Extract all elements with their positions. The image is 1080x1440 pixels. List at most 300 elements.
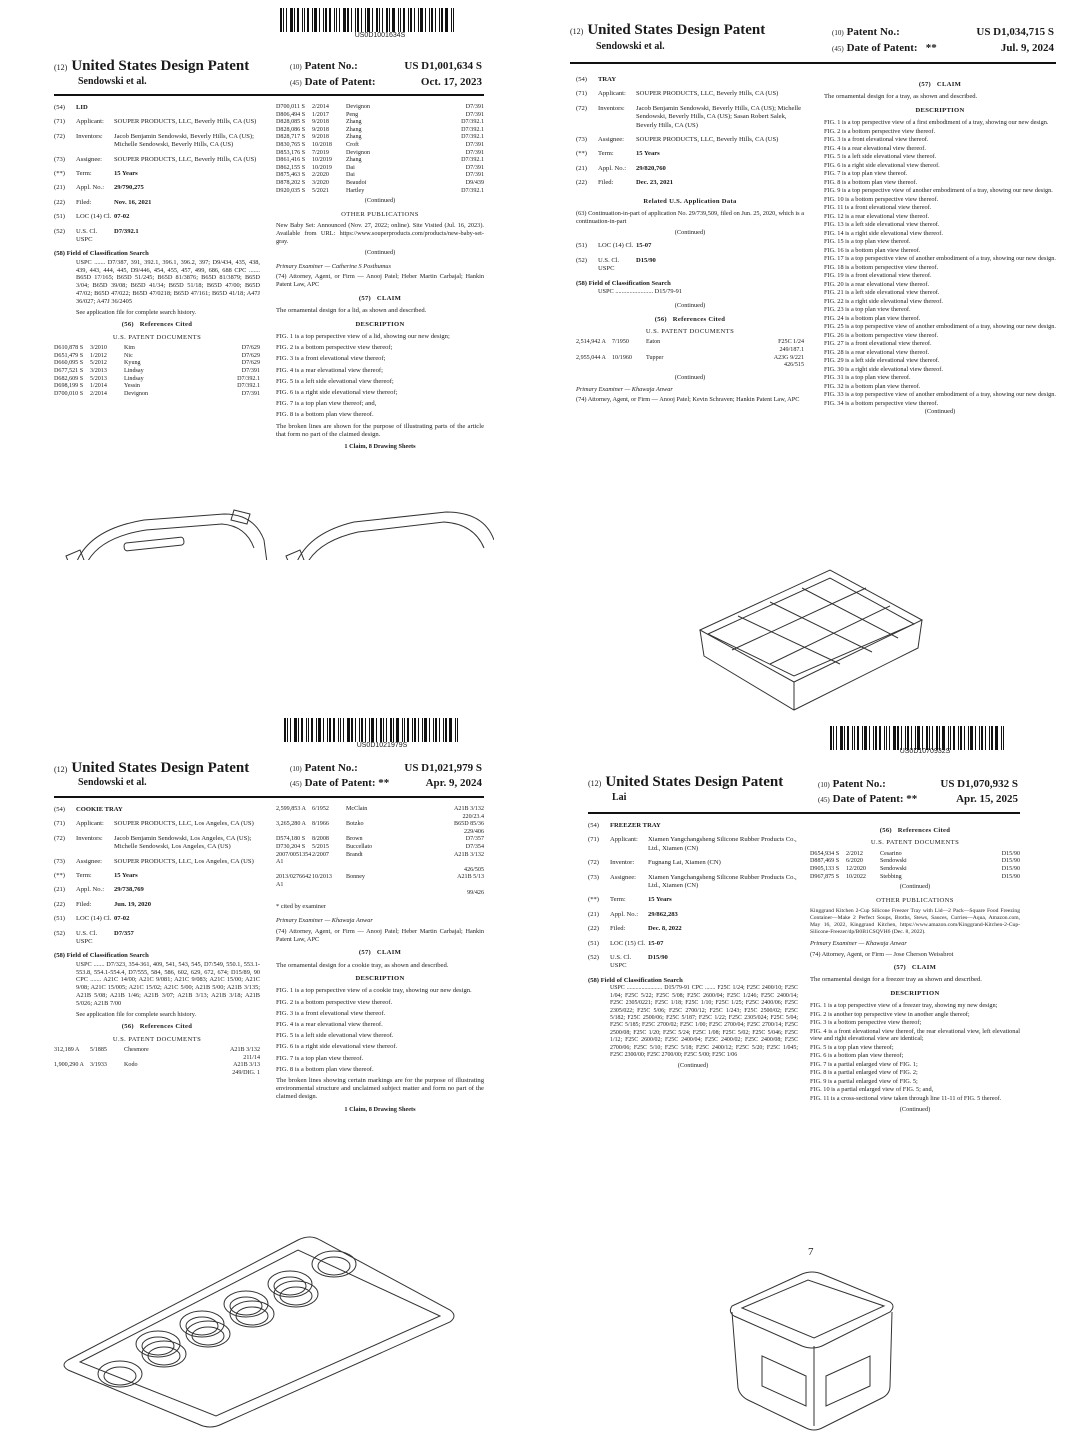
barcode-bar <box>869 726 870 750</box>
reference-cell <box>276 829 312 837</box>
reference-cell: Cesarino <box>880 850 902 857</box>
claim-text: The ornamental design for a freezer tray as shown and described. <box>810 976 982 984</box>
attorney: (74) Attorney, Agent, or Firm — Anooj Patel; Heber Martin Carbajal; Hankin Patent Law, APC <box>276 273 484 289</box>
patent-cookie-tray <box>48 712 502 1437</box>
field-part: Inventors: <box>598 104 625 112</box>
field-part: (51) <box>54 915 65 923</box>
field-part: (21) <box>54 886 65 894</box>
continued: (Continued) <box>677 1062 709 1070</box>
barcode-bar <box>439 8 440 32</box>
description-line: FIG. 2 is another top perspective view in another angle thereof; <box>810 1010 970 1018</box>
description-line: FIG. 24 is a bottom plan view thereof. <box>824 314 921 322</box>
barcode-bar <box>879 726 881 750</box>
barcode-number: US0D1021979S <box>356 742 408 749</box>
reference-row <box>276 829 484 837</box>
description-line: FIG. 5 is a left side elevational view thereof. <box>276 1032 394 1040</box>
reference-cell: Bonney <box>346 874 365 881</box>
field-part: (21) <box>576 164 587 172</box>
reference-row <box>54 1055 260 1063</box>
claim-heading: (57) CLAIM <box>358 949 402 957</box>
barcode-bar <box>379 8 380 32</box>
barcode-bar <box>953 726 955 750</box>
barcode-bar <box>830 726 832 750</box>
field-part: SOUPER PRODUCTS, LLC, Los Angeles, CA (US) <box>114 820 254 828</box>
reference-cell: D7/392.1 <box>461 187 484 194</box>
reference-cell: 7/2019 <box>312 149 329 156</box>
bibliographic-field <box>576 257 804 274</box>
field-part: Term: <box>76 872 92 880</box>
field-part: SOUPER PRODUCTS, LLC, Beverly Hills, CA (US) <box>636 136 779 144</box>
reference-cell: A21B 3/132 <box>454 851 484 858</box>
barcode-bar <box>425 8 426 32</box>
reference-cell: 10/2022 <box>846 873 866 880</box>
related-heading: Related U.S. Application Data <box>643 197 737 205</box>
description-line: FIG. 30 is a right side elevational view thereof. <box>824 365 943 373</box>
field-part: Assignee: <box>610 873 637 881</box>
reference-cell: Kim <box>124 345 135 352</box>
field-part: (52) <box>588 954 599 962</box>
reference-cell <box>576 362 612 370</box>
attorney: (74) Attorney, Agent, or Firm — Anooj Patel; Kevin Schraven; Hankin Patent Law, APC <box>576 396 800 404</box>
reference-row <box>810 866 1020 874</box>
barcode-bar <box>336 8 337 32</box>
reference-cell: 249/187.1 <box>779 347 804 354</box>
continued: (Continued) <box>364 248 396 256</box>
reference-cell: D7/392.1 <box>237 383 260 390</box>
field-part: Jacob Benjamin Sendowski, Beverly Hills, CA (US); Michelle Sendowski, Beverly Hills, CA (US) <box>114 132 254 149</box>
barcode-bar <box>968 726 969 750</box>
barcode-bar <box>960 726 962 750</box>
barcode-bar <box>318 718 321 742</box>
description-line: FIG. 32 is a bottom plan view thereof. <box>824 382 921 390</box>
reference-cell: Nic <box>124 352 133 359</box>
reference-row <box>276 821 484 829</box>
barcode-bar <box>304 8 305 32</box>
field-part: 15-07 <box>648 939 664 947</box>
field-part: Xiamen Yangchangsheng Silicone Rubber Products Co., Ltd., Xiamen (CN) <box>648 873 797 890</box>
field-part: Applicant: <box>76 118 104 126</box>
references-subheading: U.S. PATENT DOCUMENTS <box>645 328 735 336</box>
classification-heading: (58) Field of Classification Search <box>54 250 149 258</box>
reference-cell: D7/391 <box>465 104 484 110</box>
field-part: SOUPER PRODUCTS, LLC, Beverly Hills, CA (US) <box>114 155 257 163</box>
cookie-wells <box>98 1251 356 1387</box>
reference-cell: D7/357 <box>465 836 484 843</box>
description-line: FIG. 9 is a top perspective view of another embodiment of a tray, showing our new design. <box>824 187 1053 195</box>
reference-cell: 5/2013 <box>90 375 107 382</box>
reference-cell <box>54 1070 90 1078</box>
reference-cell <box>346 867 394 875</box>
barcode-bar <box>418 8 419 32</box>
barcode-bar <box>369 718 370 742</box>
field-part: 29/862,283 <box>648 910 678 918</box>
claims-sheets: 1 Claim, 8 Drawing Sheets <box>344 1105 416 1113</box>
field-part: (54) <box>576 76 587 83</box>
reference-cell: Buccellato <box>346 843 373 850</box>
barcode-bar <box>329 718 331 742</box>
field-part: Xiamen Yangchangsheng Silicone Rubber Products Co., Ltd., Xiamen (CN) <box>648 836 797 852</box>
bibliographic-field <box>54 156 260 164</box>
reference-cell: 6/2020 <box>846 858 863 865</box>
bibliographic-field <box>54 820 260 828</box>
barcode-bar <box>386 718 387 742</box>
reference-cell: Tupper <box>646 354 664 361</box>
bibliographic-field <box>54 806 260 814</box>
right-column <box>276 104 484 451</box>
field-part: (71) <box>54 820 65 828</box>
reference-cell: 12/2020 <box>846 866 866 872</box>
barcode-bar <box>404 718 405 742</box>
field-part: Applicant: <box>76 820 104 828</box>
description-heading: DESCRIPTION <box>890 989 940 997</box>
description-line: FIG. 6 is a right side elevational view thereof; <box>276 388 398 396</box>
reference-cell: D700,011 S <box>276 104 305 110</box>
field-part: (73) <box>588 873 599 881</box>
reference-row <box>810 851 1020 859</box>
field-part: 07-02 <box>114 213 130 221</box>
reference-cell: D7/391 <box>241 390 260 397</box>
field-part: (72) <box>588 859 599 867</box>
reference-row <box>276 165 484 173</box>
description-line: FIG. 16 is a bottom plan view thereof. <box>824 246 921 254</box>
barcode-bar <box>290 8 293 32</box>
barcode-bar <box>286 8 287 32</box>
barcode-bar <box>290 718 291 742</box>
primary-examiner: Primary Examiner — Khawaja Anwar <box>810 940 907 948</box>
barcode-bar <box>420 8 423 32</box>
field-part: 15 Years <box>636 150 660 158</box>
field-part: (22) <box>576 179 587 187</box>
other-publications: Kinggrand Kitchen 2-Cup Silicone Freezer Tray with Lid—2 Pack—Square Food Freezing Container—Make 2 Perfect Soups, Broths, Stews, Sauces, Curries—Aqua, Amazon.com, May 16, 2022, Kinggrand Kitchen, https://www.amazon.com/Kinggrand-Kitchen-2-Cup-Silicone-Freezer/dp/B0B1CSQVH6 (Dec. 8, 2022). <box>810 908 1020 936</box>
reference-cell: 312,189 A <box>54 1047 80 1054</box>
reference-cell: 9/2018 <box>312 126 329 133</box>
reference-cell: 249/DIG. 1 <box>232 1070 260 1077</box>
description-line: FIG. 19 is a front elevational view thereof. <box>824 272 932 280</box>
reference-cell: 10/2019 <box>312 157 332 164</box>
reference-row <box>276 836 484 844</box>
reference-cell: D15/90 <box>1001 858 1020 865</box>
barcode-bar <box>424 718 427 742</box>
reference-cell: Kodo <box>124 1062 138 1069</box>
reference-cell: 2,955,044 A <box>576 354 606 361</box>
field-part: LID <box>76 104 88 111</box>
cookie-well-inner <box>192 1327 224 1345</box>
field-part: (71) <box>588 836 599 844</box>
field-part: Fugnang Lai, Xiamen (CN) <box>648 859 721 867</box>
continued: (Continued) <box>924 408 956 416</box>
reference-cell: D7/392.1 <box>461 157 484 164</box>
barcode-bar <box>852 726 853 750</box>
header-rule <box>570 62 1056 64</box>
barcode-bar <box>435 718 437 742</box>
field-part: (73) <box>54 857 65 865</box>
see-application: See application file for complete search history. <box>76 1010 197 1018</box>
barcode <box>284 718 480 742</box>
claim-text: The ornamental design for a lid, as shown and described. <box>276 307 427 315</box>
barcode-bar <box>412 718 413 742</box>
description-line: FIG. 18 is a bottom perspective view thereof. <box>824 263 939 271</box>
description-line: FIG. 1 is a top perspective view of a freezer tray, showing my new design; <box>810 1002 998 1009</box>
right-column <box>276 806 484 1113</box>
reference-cell: D828,717 S <box>276 134 306 141</box>
bibliographic-field <box>54 901 260 909</box>
reference-cell: D651,479 S <box>54 352 84 359</box>
barcode-bar <box>294 718 297 742</box>
reference-cell: D7/391 <box>241 368 260 375</box>
bibliographic-field <box>54 118 260 126</box>
barcode-bar <box>455 718 456 742</box>
claim-heading: (57) CLAIM <box>893 963 937 971</box>
reference-row <box>54 1070 260 1078</box>
reference-cell: 5/1885 <box>90 1047 107 1054</box>
barcode-bar <box>449 718 452 742</box>
field-part: (51) <box>54 213 65 221</box>
reference-cell: 1/2017 <box>312 111 329 118</box>
barcode-bar <box>367 8 370 32</box>
barcode-bar <box>873 726 874 750</box>
field-part: (72) <box>54 132 65 140</box>
barcode-bar <box>280 8 282 32</box>
reference-cell <box>346 890 394 898</box>
reference-cell: Chesmore <box>124 1047 149 1054</box>
continued: (Continued) <box>364 197 396 205</box>
bibliographic-field <box>54 886 260 894</box>
figure-label: 7 <box>808 1246 814 1258</box>
reference-cell: 99/426 <box>467 889 484 896</box>
barcode-bar <box>457 718 458 742</box>
reference-cell: 3/2020 <box>312 179 329 186</box>
primary-examiner: Primary Examiner — Catherine S Posthumus <box>276 262 391 270</box>
bibliographic-field <box>588 874 798 891</box>
barcode-bar <box>922 726 923 750</box>
bibliographic-field <box>576 179 804 187</box>
reference-cell: D7/391 <box>465 141 484 148</box>
reference-row <box>276 180 484 188</box>
field-part: 07-02 <box>114 915 130 923</box>
reference-cell: D853,176 S <box>276 149 306 156</box>
description-line: FIG. 5 is a left side elevational view thereof; <box>276 377 394 385</box>
reference-cell: A23G 9/221 <box>773 354 804 361</box>
field-part: (**) <box>588 896 599 904</box>
reference-cell: D15/90 <box>1001 873 1020 880</box>
barcode-bar <box>964 726 965 750</box>
barcode-bar <box>343 8 346 32</box>
barcode-bar <box>327 718 328 742</box>
barcode-bar <box>942 726 945 750</box>
reference-cell: D682,609 S <box>54 375 84 382</box>
reference-row <box>276 867 484 875</box>
description-line: FIG. 2 is a bottom perspective view thereof. <box>824 127 936 135</box>
field-part: (52) <box>54 227 65 235</box>
reference-cell <box>346 814 394 822</box>
field-part: Term: <box>76 170 92 178</box>
reference-row <box>276 844 484 852</box>
reference-cell: 2/2012 <box>846 850 863 857</box>
reference-cell: Dai <box>346 172 355 179</box>
barcode-bar <box>970 726 973 750</box>
field-part: (54) <box>54 104 65 111</box>
description-line: FIG. 15 is a top plan view thereof. <box>824 238 911 246</box>
description-line: FIG. 8 is a bottom plan view thereof. <box>824 178 918 186</box>
bibliographic-field <box>588 911 798 919</box>
barcode-bar <box>359 718 360 742</box>
reference-cell: A21B 3/132 <box>230 1047 260 1054</box>
field-part: 29/790,275 <box>114 184 144 192</box>
reference-cell: 2/2020 <box>312 172 329 179</box>
reference-cell: 2/2007 <box>312 851 329 858</box>
bibliographic-field <box>588 940 798 948</box>
barcode-bar <box>897 726 899 750</box>
bibliographic-field <box>576 136 804 144</box>
field-part: Assignee: <box>76 857 103 865</box>
reference-cell: 7/1950 <box>612 339 629 346</box>
reference-row <box>54 1047 260 1055</box>
field-part: FREEZER TRAY <box>610 822 661 829</box>
field-part: (51) <box>576 242 587 250</box>
barcode-bar <box>408 8 409 32</box>
barcode-bar <box>351 8 352 32</box>
barcode-bar <box>989 726 990 750</box>
reference-cell <box>612 347 646 355</box>
description-line: FIG. 29 is a left side elevational view thereof. <box>824 357 940 365</box>
reference-row <box>276 852 484 867</box>
reference-cell: D7/392.1 <box>461 119 484 126</box>
reference-cell: D7/391 <box>465 149 484 156</box>
barcode-bar <box>422 718 423 742</box>
barcode-bar <box>334 8 335 32</box>
field-part <box>661 822 798 830</box>
barcode-bar <box>306 718 307 742</box>
description-line: FIG. 7 is a top plan view thereof. <box>276 1054 364 1062</box>
reference-row <box>54 391 260 399</box>
barcode-bar <box>441 8 443 32</box>
field-part: SOUPER PRODUCTS, LLC, Los Angeles, CA (US) <box>114 857 254 865</box>
references-subheading: U.S. PATENT DOCUMENTS <box>112 1035 202 1043</box>
barcode-bar <box>357 8 359 32</box>
barcode-bar <box>981 726 983 750</box>
field-part: D7/392.1 <box>114 227 139 235</box>
claim-text: The ornamental design for a cookie tray, as shown and described. <box>276 961 449 969</box>
barcode-bar <box>302 8 303 32</box>
reference-cell <box>312 890 346 898</box>
reference-cell <box>276 890 312 898</box>
barcode-bar <box>347 8 349 32</box>
reference-cell: D677,521 S <box>54 368 84 375</box>
reference-row <box>276 119 484 127</box>
barcode-bar <box>833 726 834 750</box>
field-part: (71) <box>54 118 65 126</box>
barcode-bar <box>351 718 353 742</box>
description-line: FIG. 3 is a front elevational view thereof; <box>276 355 386 363</box>
reference-cell: D7/391 <box>465 164 484 171</box>
reference-cell: Dai <box>346 164 355 171</box>
barcode-bar <box>995 726 998 750</box>
reference-cell: Devignon <box>346 104 371 110</box>
reference-cell: D887,469 S <box>810 858 840 865</box>
barcode-bar <box>414 718 416 742</box>
claim-text: The ornamental design for a tray, as shown and described. <box>824 93 978 101</box>
date-of-patent: (45) Date of Patent: ** Apr. 15, 2025 <box>818 793 1018 805</box>
reference-cell: 3/1933 <box>90 1062 107 1069</box>
bibliographic-field <box>54 213 260 221</box>
barcode-bar <box>340 718 341 742</box>
reference-cell: D828,086 S <box>276 126 306 133</box>
left-column <box>576 76 804 407</box>
description-line: FIG. 4 is a rear elevational view thereof. <box>824 144 926 152</box>
field-part: TRAY <box>598 76 617 83</box>
see-application: See application file for complete search history. <box>76 308 197 316</box>
reference-cell: D7/392.1 <box>461 134 484 141</box>
reference-cell: D905,133 S <box>810 866 840 872</box>
reference-row <box>54 353 260 361</box>
description-line: FIG. 8 is a partial enlarged view of FIG. 2; <box>810 1069 918 1076</box>
patent-number: (10) Patent No.: US D1,001,634 S <box>290 60 482 72</box>
right-column <box>824 76 1056 416</box>
reference-row <box>276 172 484 180</box>
bibliographic-field <box>576 165 804 173</box>
field-part <box>123 806 260 814</box>
field-part: Inventor: <box>610 859 635 867</box>
references-heading: (56) References Cited <box>879 827 951 834</box>
field-part: Appl. No.: <box>76 184 105 192</box>
reference-cell: D920,035 S <box>276 187 306 194</box>
barcode-bar <box>339 8 340 32</box>
barcode-bar <box>884 726 885 750</box>
barcode-bar <box>948 726 949 750</box>
references-heading: (56) References Cited <box>654 315 726 323</box>
other-publications: New Baby Set: Announced (Nov. 27, 2022; online). Site Visited (Jul. 16, 2023). Available from URL: https://www.souperproducts.com/products/new-baby-set-gray. <box>276 222 484 245</box>
description-line: FIG. 8 is a bottom plan view thereof. <box>276 411 374 419</box>
reference-cell <box>312 814 346 822</box>
patent-title: (12) United States Design Patent <box>54 760 250 776</box>
barcode-bar <box>338 718 339 742</box>
barcode-bar <box>323 718 324 742</box>
field-part: D15/90 <box>648 954 668 962</box>
field-part: SOUPER PRODUCTS, LLC, Beverly Hills, CA (US) <box>114 118 257 126</box>
description-line: FIG. 26 is a bottom perspective view thereof. <box>824 331 939 339</box>
field-part: U.S. Cl. USPC <box>76 227 98 244</box>
barcode-bar <box>325 8 327 32</box>
cookie-well-inner <box>104 1367 136 1385</box>
classification-text: USPC ........................ D15/79-91 <box>598 288 682 296</box>
continued: (Continued) <box>674 373 706 381</box>
description-line: FIG. 21 is a left side elevational view thereof. <box>824 289 940 297</box>
right-column <box>810 822 1020 1114</box>
tray-drawing <box>690 560 930 720</box>
barcode-bar <box>365 718 366 742</box>
header-rule <box>588 812 1020 814</box>
field-part: Jacob Benjamin Sendowski, Los Angeles, CA (US); Michelle Sendowski, Los Angeles, CA (US) <box>114 834 252 851</box>
barcode-bar <box>323 8 324 32</box>
bibliographic-field <box>54 930 260 947</box>
reference-cell <box>124 1055 172 1063</box>
field-part: (52) <box>576 256 587 264</box>
field-part: LOC (14) Cl. <box>76 915 112 923</box>
reference-cell: Brandt <box>346 851 363 858</box>
bibliographic-field <box>576 90 804 98</box>
reference-cell: 426/515 <box>784 362 804 369</box>
reference-cell: Eaton <box>646 339 661 346</box>
barcode-bar <box>365 8 366 32</box>
field-part: (73) <box>54 155 65 163</box>
description-line: FIG. 14 is a right side elevational view thereof. <box>824 229 943 237</box>
barcode-bar <box>847 726 849 750</box>
field-part: (22) <box>54 900 65 908</box>
barcode-bar <box>312 8 313 32</box>
barcode-bar <box>311 718 313 742</box>
barcode-bar <box>429 8 430 32</box>
freezer-tray-drawing <box>722 1266 902 1434</box>
